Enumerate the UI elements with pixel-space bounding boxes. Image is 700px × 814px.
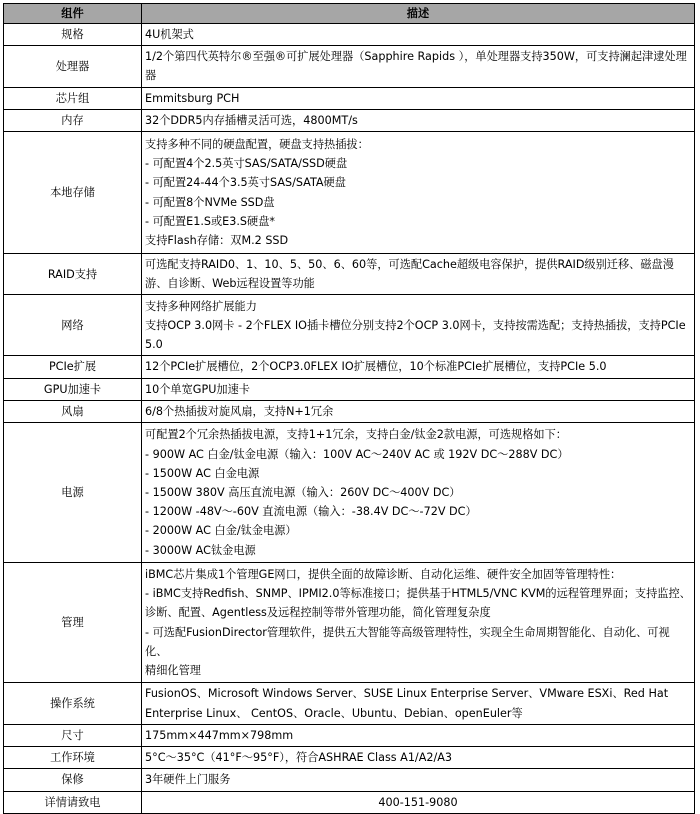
description-line: 可配置2个冗余热插拔电源，支持1+1冗余，支持白金/钛金2款电源，可选规格如下：	[145, 428, 567, 442]
row-description	[142, 747, 695, 769]
table-row	[4, 254, 695, 295]
row-label: 规格	[4, 24, 142, 46]
row-description	[142, 356, 695, 378]
row-label: 尺寸	[4, 725, 142, 747]
row-description	[142, 563, 695, 683]
description-line: - 900W AC 白金/钛金电源（输入：100V AC～240V AC 或 192V DC～288V DC）	[145, 447, 569, 461]
table-row	[4, 563, 695, 683]
header-component: 组件	[4, 4, 142, 24]
description-line: 3年硬件上门服务	[145, 773, 231, 787]
table-body	[4, 24, 695, 814]
description-line: - 可配置8个NVMe SSD盘	[145, 195, 275, 209]
row-description	[142, 254, 695, 295]
table-row	[4, 109, 695, 131]
description-line: 支持多种不同的硬盘配置，硬盘支持热插拔：	[145, 137, 369, 151]
description-line: 175mm×447mm×798mm	[145, 729, 294, 743]
row-label: 操作系统	[4, 683, 142, 725]
contact-phone: 400-151-9080	[142, 791, 695, 813]
description-line: iBMC芯片集成1个管理GE网口，提供全面的故障诊断、自动化运维、硬件安全加固等管理特性：	[145, 567, 622, 581]
spec-table	[3, 3, 695, 814]
row-label: 网络	[4, 295, 142, 356]
description-line: 1/2个第四代英特尔®至强®可扩展处理器（Sapphire Rapids ），单处理器支持350W，可支持澜起津逮处理器	[145, 50, 687, 83]
table-row	[4, 378, 695, 400]
row-description	[142, 725, 695, 747]
description-line: - 可选配FusionDirector管理软件，提供五大智能等高级管理特性，实现全生命周期智能化、自动化、可视化、	[145, 625, 670, 658]
row-label: 处理器	[4, 46, 142, 87]
description-line: 6/8个热插拔对旋风扇，支持N+1冗余	[145, 404, 334, 418]
row-description	[142, 683, 695, 725]
description-line: - 3000W AC钛金电源	[145, 543, 256, 557]
description-line: Emmitsburg PCH	[145, 91, 240, 105]
row-description	[142, 132, 695, 254]
row-label: PCIe扩展	[4, 356, 142, 378]
description-line: 可选配支持RAID0、1、10、5、50、6、60等，可选配Cache超级电容保护，提供RAID级别迁移、磁盘漫游、自诊断、Web远程设置等功能	[145, 258, 674, 291]
description-line: - 可配置24-44个3.5英寸SAS/SATA硬盘	[145, 176, 346, 190]
description-line: 5°C～35°C（41°F～95°F），符合ASHRAE Class A1/A2/A3	[145, 751, 453, 765]
row-description	[142, 24, 695, 46]
table-header-row	[4, 4, 695, 24]
row-label: 电源	[4, 423, 142, 563]
contact-row	[4, 791, 695, 813]
row-label: 风扇	[4, 400, 142, 422]
description-line: 12个PCIe扩展槽位，2个OCP3.0FLEX IO扩展槽位，10个标准PCIe扩展槽位，支持PCIe 5.0	[145, 360, 607, 374]
contact-label: 详情请致电	[4, 791, 142, 813]
row-label: 保修	[4, 769, 142, 791]
table-row	[4, 356, 695, 378]
description-line: 支持Flash存储：双M.2 SSD	[145, 233, 289, 247]
description-line: FusionOS、Microsoft Windows Server、SUSE Linux Enterprise Server、VMware ESXi、Red Hat Enterprise Linux、 CentOS、Oracle、Ubuntu、Debian、openEuler等	[145, 687, 669, 720]
row-description	[142, 87, 695, 109]
description-line: 支持OCP 3.0网卡 - 2个FLEX IO插卡槽位分别支持2个OCP 3.0网卡，支持按需选配；支持热插拔，支持PCIe 5.0	[145, 318, 686, 352]
row-label: 内存	[4, 109, 142, 131]
description-line: - 1500W 380V 高压直流电源（输入：260V DC～400V DC）	[145, 485, 461, 499]
row-label: GPU加速卡	[4, 378, 142, 400]
table-row	[4, 132, 695, 254]
row-label: 工作环境	[4, 747, 142, 769]
row-description	[142, 46, 695, 87]
table-row	[4, 87, 695, 109]
header-description: 描述	[142, 4, 695, 24]
row-label: RAID支持	[4, 254, 142, 295]
row-label: 芯片组	[4, 87, 142, 109]
description-line: 4U机架式	[145, 28, 194, 41]
description-line: - iBMC支持Redfish、SNMP、IPMI2.0等标准接口；提供基于HTML5/VNC KVM的远程管理界面；支持监控、诊断、配置、Agentless及远程控制等带外管理功能，简化管理复杂度	[145, 587, 691, 620]
description-line: 支持多种网络扩展能力	[145, 299, 257, 313]
table-row	[4, 24, 695, 46]
description-line: - 1500W AC 白金电源	[145, 466, 260, 480]
table-row	[4, 683, 695, 725]
description-line: - 可配置4个2.5英寸SAS/SATA/SSD硬盘	[145, 157, 348, 171]
row-description	[142, 378, 695, 400]
row-description	[142, 769, 695, 791]
row-description	[142, 109, 695, 131]
description-line: 精细化管理	[145, 663, 201, 677]
table-row	[4, 747, 695, 769]
row-label: 管理	[4, 563, 142, 683]
description-line: - 2000W AC 白金/钛金电源）	[145, 524, 297, 538]
table-row	[4, 295, 695, 356]
row-description	[142, 295, 695, 356]
description-line: 32个DDR5内存插槽灵活可选，4800MT/s	[145, 113, 358, 127]
row-description	[142, 423, 695, 563]
table-row	[4, 769, 695, 791]
description-line: - 可配置E1.S或E3.S硬盘*	[145, 214, 276, 228]
table-row	[4, 46, 695, 87]
row-description	[142, 400, 695, 422]
description-line: - 1200W -48V～-60V 直流电源（输入：-38.4V DC～-72V DC）	[145, 505, 477, 519]
description-line: 10个单宽GPU加速卡	[145, 382, 250, 396]
table-row	[4, 725, 695, 747]
table-row	[4, 423, 695, 563]
row-label: 本地存储	[4, 132, 142, 254]
table-row	[4, 400, 695, 422]
